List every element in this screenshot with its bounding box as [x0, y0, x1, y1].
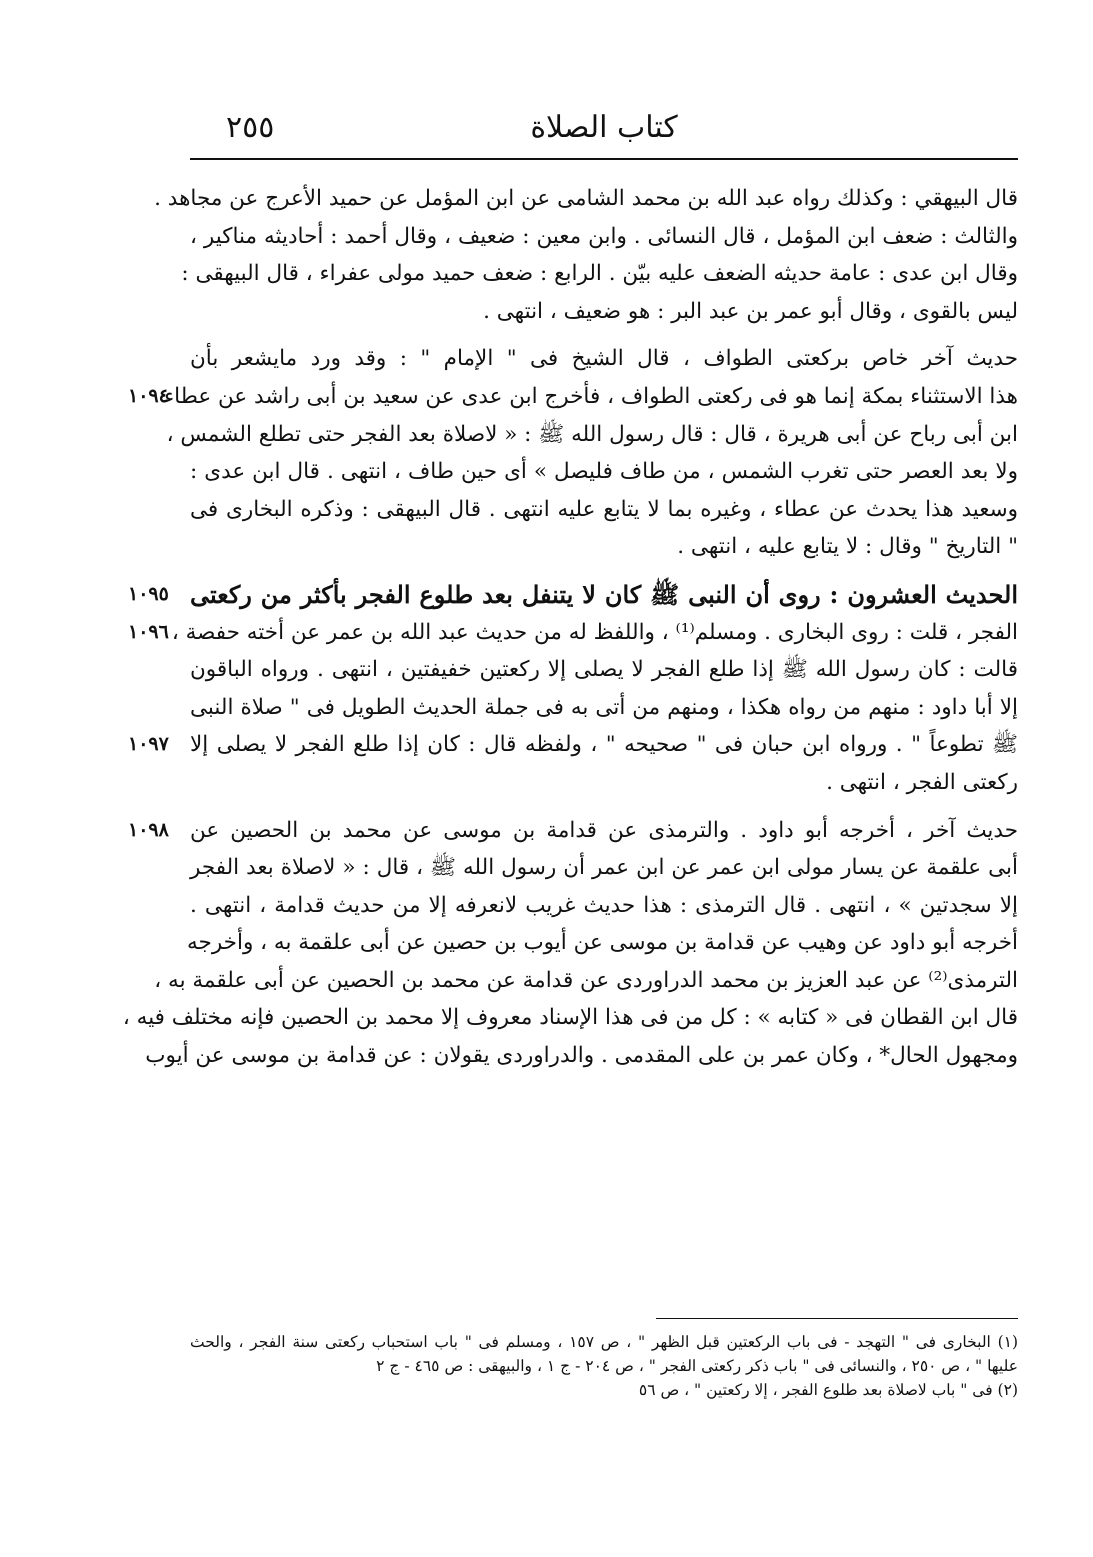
text-line: [190, 689, 1018, 727]
line-text: حديث آخر خاص بركعتى الطواف ، قال الشيخ فى " الإمام " : وقد ورد مايشعر بأن: [190, 346, 1018, 372]
line-text: وسعيد هذا يحدث عن عطاء ، وغيره بما لا يتابع عليه انتهى . قال البيهقى : وذكره البخارى فى: [190, 496, 1018, 522]
text-line: [190, 218, 1018, 256]
hadith-number: ١٠٩٧: [128, 733, 169, 756]
text-line: [145, 1037, 1018, 1075]
page-number: ٢٥٥: [226, 110, 275, 145]
text-line: [190, 651, 1018, 689]
hadith-number: ١٠٩٨: [128, 818, 169, 841]
text-line: [190, 340, 1018, 378]
footnote-line: عليها " ، ص ٢٥٠ ، والنسائى فى " باب ذكر ركعتى الفجر " ، ص ٢٠٤ - ج ١ ، والبيهقى : ص ٤٦٥ - ج ٢: [376, 1357, 1018, 1375]
line-text: ﷺ تطوعاً " . ورواه ابن حبان فى " صحيحه " ، ولفظه قال : كان إذا طلع الفجر لا يصلى إلا: [190, 732, 1018, 758]
line-text: ركعتى الفجر ، انتهى .: [826, 769, 1018, 795]
text-line: [128, 614, 1018, 652]
line-text: وقال ابن عدى : عامة حديثه الضعف عليه بيّن . الرابع : ضعف حميد مولى عفراء ، قال البيهقى :: [181, 261, 1018, 287]
line-text: أخرجه أبو داود عن وهيب عن قدامة بن موسى عن أيوب بن حصين عن أبى علقمة به ، وأخرجه: [187, 930, 1018, 956]
paragraph: [128, 340, 1018, 566]
text-line: [190, 453, 1018, 491]
text-line: [122, 999, 1018, 1037]
line-text: إلا أبا داود : منهم من رواه هكذا ، ومنهم من أتى به فى جملة الحديث الطويل فى " صلاة النبى: [190, 694, 1018, 720]
hadith-number: ١٠٩٦: [128, 620, 169, 643]
text-line: [190, 887, 1018, 925]
footnote-rule: [656, 1318, 1018, 1319]
line-text: الحديث العشرون : روى أن النبى ﷺ كان لا يتنفل بعد طلوع الفجر بأكثر من ركعتى: [190, 579, 1018, 609]
body-text: [122, 180, 1018, 1075]
footnote-line: (١) البخارى فى " التهجد - فى باب الركعتين قبل الظهر " ، ص ١٥٧ ، ومسلم فى " باب استحباب ركعتى سنة الفجر ، والحث: [190, 1333, 1019, 1351]
text-line: [187, 924, 1018, 962]
page-header: [190, 108, 1018, 154]
line-text: " التاريخ " وقال : لا يتابع عليه ، انتهى .: [677, 534, 1018, 560]
line-text: الترمذى⁽²⁾ عن عبد العزيز بن محمد الدراوردى عن قدامة عن محمد بن الحصين عن أبى علقمة به ،: [154, 967, 1018, 993]
hadith-number: ١٠٩٤: [128, 384, 169, 407]
text-line: [190, 491, 1018, 529]
hadith-number: ١٠٩٥: [128, 582, 169, 605]
text-line: [128, 576, 1018, 614]
line-text: قال ابن القطان فى « كتابه » : كل من فى هذا الإسناد معروف إلا محمد بن الحصين فإنه مختلف فيه ،: [122, 1005, 1018, 1031]
paragraph: [154, 180, 1018, 330]
text-line: [128, 378, 1018, 416]
text-line: [128, 726, 1018, 764]
paragraph: [122, 812, 1018, 1075]
line-text: أبى علقمة عن يسار مولى ابن عمر عن ابن عمر أن رسول الله ﷺ ، قال : « لاصلاة بعد الفجر: [190, 855, 1018, 881]
text-line: [154, 962, 1018, 1000]
line-text: والثالث : ضعف ابن المؤمل ، قال النسائى . وابن معين : ضعيف ، وقال أحمد : أحاديثه مناكير ،: [190, 223, 1018, 249]
text-line: [190, 764, 1018, 802]
text-line: [128, 812, 1018, 850]
text-line: [190, 528, 1018, 566]
text-line: [190, 293, 1018, 331]
line-text: ومجهول الحال* ، وكان عمر بن على المقدمى . والدراوردى يقولان : عن قدامة بن موسى عن أيوب: [145, 1043, 1018, 1069]
paragraph: [128, 576, 1018, 802]
line-text: قال البيهقي : وكذلك رواه عبد الله بن محمد الشامى عن ابن المؤمل عن حميد الأعرج عن مجاهد .: [154, 186, 1018, 211]
header-rule: [190, 158, 1018, 160]
line-text: حديث آخر ، أخرجه أبو داود . والترمذى عن قدامة بن موسى عن محمد بن الحصين عن: [190, 817, 1018, 843]
line-text: قالت : كان رسول الله ﷺ إذا طلع الفجر لا يصلى إلا ركعتين خفيفتين ، انتهى . ورواه الباقون: [190, 657, 1018, 683]
text-line: [181, 255, 1018, 293]
line-text: ولا بعد العصر حتى تغرب الشمس ، من طاف فليصل » أى حين طاف ، انتهى . قال ابن عدى :: [190, 459, 1018, 485]
text-line: [154, 180, 1018, 218]
text-line: [190, 849, 1018, 887]
footnotes: [190, 1330, 1018, 1402]
line-text: ليس بالقوى ، وقال أبو عمر بن عبد البر : هو ضعيف ، انتهى .: [483, 298, 1018, 324]
running-title: كتاب الصلاة: [530, 110, 678, 145]
line-text: إلا سجدتين » ، انتهى . قال الترمذى : هذا حديث غريب لانعرفه إلا من حديث قدامة ، انتهى .: [190, 892, 1018, 918]
text-line: [166, 416, 1018, 454]
line-text: الفجر ، قلت : روى البخارى . ومسلم⁽¹⁾ ، واللفظ له من حديث عبد الله بن عمر عن أخته حفصة ،: [171, 619, 1018, 645]
line-text: ابن أبى رباح عن أبى هريرة ، قال : قال رسول الله ﷺ : « لاصلاة بعد الفجر حتى تطلع الشمس ،: [166, 421, 1018, 447]
line-text: هذا الاستثناء بمكة إنما هو فى ركعتى الطواف ، فأخرج ابن عدى عن سعيد بن أبى راشد عن عطاء: [164, 383, 1018, 409]
footnote-line: (٢) فى " باب لاصلاة بعد طلوع الفجر ، إلا ركعتين " ، ص ٥٦: [638, 1381, 1018, 1399]
